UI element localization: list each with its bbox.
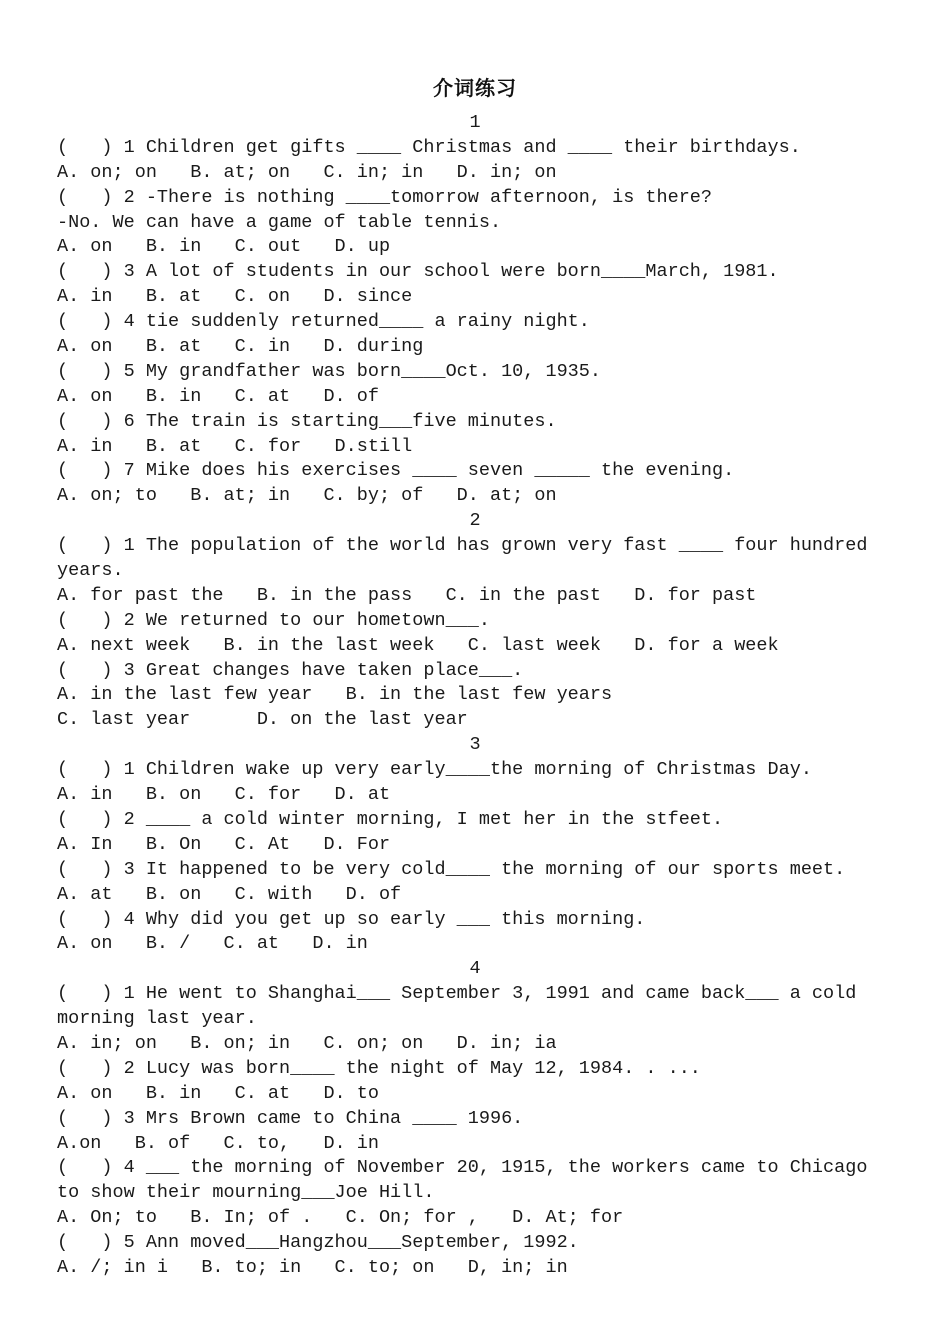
question-line: ( ) 1 The population of the world has grown very fast ____ four hundred xyxy=(57,535,868,557)
text-line: to show their mourning___Joe Hill. xyxy=(57,1182,435,1204)
question-line: ( ) 1 Children get gifts ____ Christmas and ____ their birthdays. xyxy=(57,136,801,158)
question-line: ( ) 2 We returned to our hometown___. xyxy=(57,609,490,631)
text-line: A. /; in i B. to; in C. to; on D, in; in xyxy=(57,1256,568,1278)
question-line: ( ) 3 It happened to be very cold____ the morning of our sports meet. xyxy=(57,858,846,880)
text-line: A. in; on B. on; in C. on; on D. in; ia xyxy=(57,1032,557,1054)
text-line: A. for past the B. in the pass C. in the past D. for past xyxy=(57,584,757,606)
section-number: 3 xyxy=(469,734,481,756)
section-number: 1 xyxy=(469,112,481,133)
text-line: A. on; to B. at; in C. by; of D. at; on xyxy=(57,485,557,507)
question-line: ( ) 2 Lucy was born____ the night of May 12, 1984. . ... xyxy=(57,1057,701,1079)
question-line: ( ) 2 -There is nothing ____tomorrow afternoon, is there? xyxy=(57,186,713,208)
text-line: A. on; on B. at; on C. in; in D. in; on xyxy=(57,161,557,183)
text-line: A. at B. on C. with D. of xyxy=(57,883,402,905)
question-line: ( ) 5 My grandfather was born____Oct. 10, 1935. xyxy=(57,360,601,382)
text-line: A. on B. / C. at D. in xyxy=(57,933,368,955)
question-line: ( ) 2 ____ a cold winter morning, I met her in the stfeet. xyxy=(57,808,724,830)
question-line: ( ) 4 Why did you get up so early ___ this morning. xyxy=(57,908,646,930)
text-line: A. in B. at C. for D.still xyxy=(57,435,413,457)
question-line: ( ) 5 Ann moved___Hangzhou___September, 1992. xyxy=(57,1232,579,1254)
question-line: ( ) 3 A lot of students in our school were born____March, 1981. xyxy=(57,261,779,283)
question-line: ( ) 4 tie suddenly returned____ a rainy night. xyxy=(57,311,590,333)
text-line: A. on B. in C. at D. of xyxy=(57,385,379,407)
text-line: A. On; to B. In; of . C. On; for , D. At; for xyxy=(57,1207,624,1229)
text-line: -No. We can have a game of table tennis. xyxy=(57,211,502,233)
section-number: 4 xyxy=(469,958,481,980)
question-line: ( ) 3 Mrs Brown came to China ____ 1996. xyxy=(57,1107,524,1129)
text-line: C. last year D. on the last year xyxy=(57,709,468,731)
text-line: A. In B. On C. At D. For xyxy=(57,833,391,855)
text-line: morning last year. xyxy=(57,1008,257,1030)
section-number: 2 xyxy=(469,510,481,532)
text-line: A.on B. of C. to, D. in xyxy=(57,1132,379,1154)
text-line: years. xyxy=(57,560,124,582)
text-line: A. in B. on C. for D. at xyxy=(57,784,391,806)
text-line: A. on B. at C. in D. during xyxy=(57,336,424,358)
exercise-body xyxy=(57,111,897,1281)
question-line: ( ) 6 The train is starting___five minutes. xyxy=(57,410,557,432)
page-title: 介词练习 xyxy=(433,76,517,100)
text-line: A. in the last few year B. in the last few years xyxy=(57,684,613,706)
text-line: A. on B. in C. out D. up xyxy=(57,236,391,258)
text-line: A. in B. at C. on D. since xyxy=(57,286,413,308)
text-line: A. on B. in C. at D. to xyxy=(57,1082,379,1104)
question-line: ( ) 4 ___ the morning of November 20, 1915, the workers came to Chicago xyxy=(57,1157,868,1179)
question-line: ( ) 1 Children wake up very early____the morning of Christmas Day. xyxy=(57,759,812,781)
question-line: ( ) 1 He went to Shanghai___ September 3, 1991 and came back___ a cold xyxy=(57,983,857,1005)
question-line: ( ) 3 Great changes have taken place___. xyxy=(57,659,524,681)
text-line: A. next week B. in the last week C. last week D. for a week xyxy=(57,634,779,656)
question-line: ( ) 7 Mike does his exercises ____ seven _____ the evening. xyxy=(57,460,735,482)
